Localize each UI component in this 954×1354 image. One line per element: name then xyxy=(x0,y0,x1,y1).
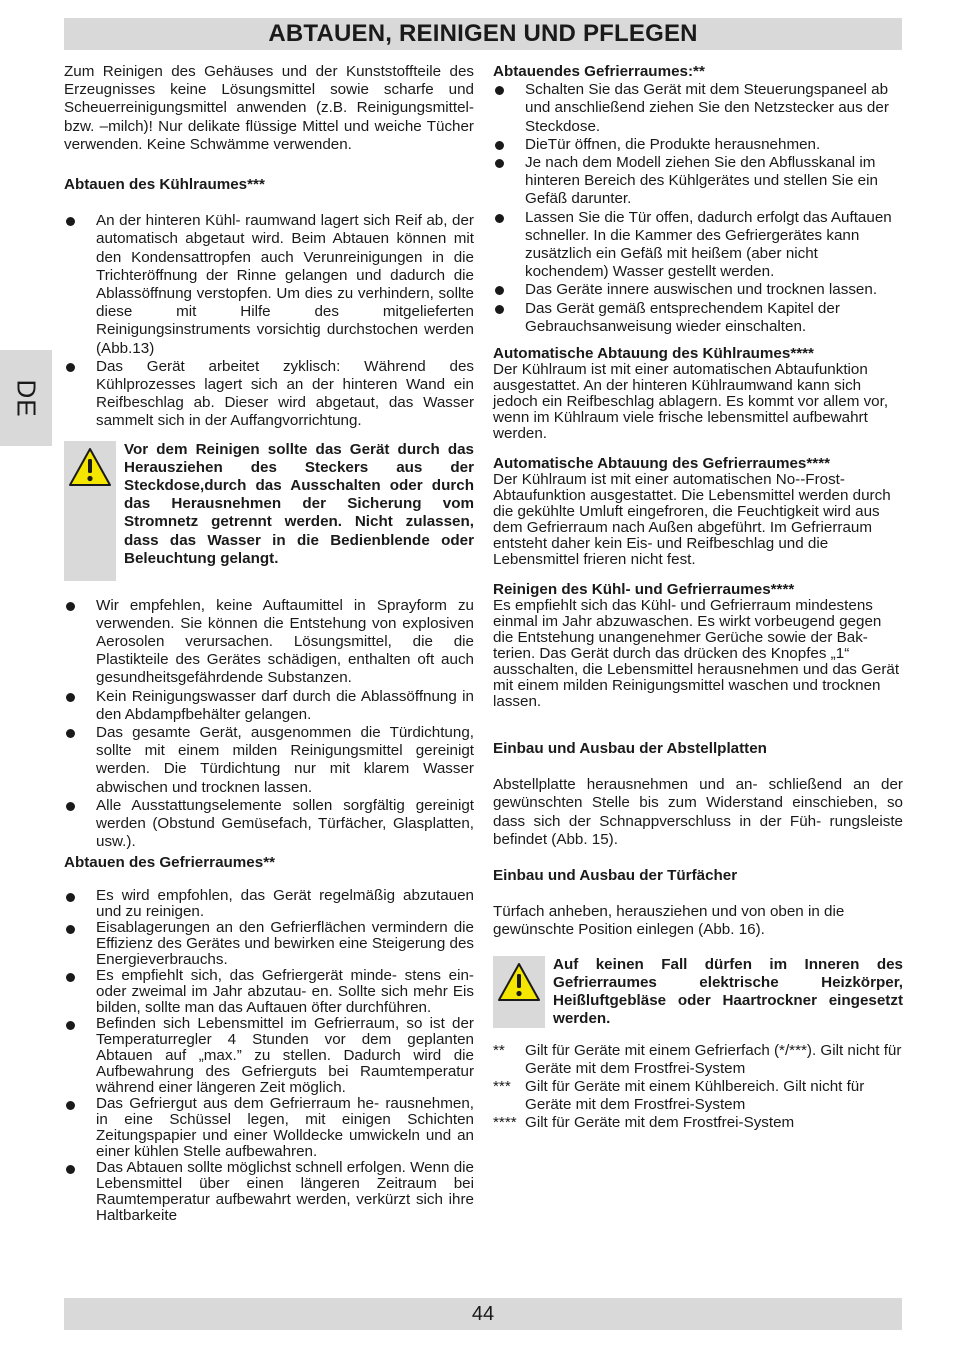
list-item: Lassen Sie die Tür offen, dadurch erfolgt das Auftauen schneller. In die Kammer des Gefriergerätes kann zusätzlich ein Gefäß mit heißem (aber nicht kochendem) Wasser gestellt werden. xyxy=(493,209,903,282)
list-item: Das Geräte innere auswischen und trocknen lassen. xyxy=(493,281,903,299)
heading-abtauen-kuehlraum: Abtauen des Kühlraumes*** xyxy=(64,176,265,194)
warning-box xyxy=(493,956,903,1028)
heading-auto-gefrierraum: Automatische Abtauung des Gefrierraumes**** xyxy=(493,455,831,473)
abstellplatten-paragraph: Abstellplatte herausnehmen und an- schließend an der gewünschten Stelle bis zum Widerstand einschieben, so dass sich der Schnappverschluss in der Füh- rungsleiste befindet (Abb. 15). xyxy=(493,776,903,848)
list-item: An der hinteren Kühl- raumwand lagert sich Reif ab, der automatisch abgetaut wird. Beim Abtauen können mit den Kondensattropfen auch Verunreinigungen in die Trichteröffnung der Rinne gelangen und dadurch die Ablassöffnung verstopfen. Um dies zu verhindern, sollte diese mit Hilfe des mitgelieferten Reinigungsinstruments vorsichtig durchstochen werden (Abb.13) xyxy=(64,212,474,358)
page-title: ABTAUEN, REINIGEN UND PFLEGEN xyxy=(268,20,698,47)
footnote-text: Gilt für Geräte mit dem Frostfrei-System xyxy=(525,1114,795,1132)
warning-icon xyxy=(64,441,116,581)
page-title-bar xyxy=(64,18,902,50)
gefrier-bullet-list xyxy=(64,888,474,1224)
left-column xyxy=(64,63,474,1224)
warning-text: Auf keinen Fall dürfen im Inneren des Gefrierraumes elektrische Heizkörper, Heißluftgebläse oder Haartrockner eingesetzt werden. xyxy=(553,955,903,1028)
footnote-text: Gilt für Geräte mit einem Kühlbereich. Gilt nicht für Geräte mit dem Frostfrei-System xyxy=(525,1078,865,1114)
list-item: Das gesamte Gerät, ausgenommen die Türdichtung, sollte mit einem milden Reinigungsmittel gereinigt werden. Die Türdichtung nur mit klarem Wasser abwischen und trocknen lassen. xyxy=(64,724,474,797)
list-item: Eisablagerungen an den Gefrierflächen vermindern die Effizienz des Gerätes und bewirken eine Steigerung des Energieverbrauchs. xyxy=(64,920,474,968)
warning-box xyxy=(64,441,474,581)
list-item: Das Gefriergut aus dem Gefrierraum he- rausnehmen, in eine Schüssel legen, mit einigen Schichten Zeitungspapier und einer Wolldecke umwickeln und an einer kühlen Stelle aufbewahren. xyxy=(64,1096,474,1160)
list-item: Wir empfehlen, keine Auftaumittel in Sprayform zu verwenden. Sie können die Entstehung von explosiven Aerosolen verursachen. Lösungsmittel, die die Plastikteile des Gerätes schädigen, enthalten oft auch gesundheitsgefährdende Substanzen. xyxy=(64,597,474,688)
tuerfaecher-paragraph: Türfach anheben, herausziehen und von oben in die gewünschte Position einlegen (Abb. 16). xyxy=(493,903,845,939)
care-bullet-list xyxy=(64,597,474,852)
heading-abtauen-gefrierraum: Abtauen des Gefrierraumes** xyxy=(64,853,276,871)
list-item: Das Gerät arbeitet zyklisch: Während des Kühlprozesses lagert sich an der hinteren Wand ein Reifbeschlag ab. Dieser wird abgetaut, das Wasser sammelt sich in der Auffangvorrichtung. xyxy=(64,358,474,431)
heading-abstellplatten: Einbau und Ausbau der Abstellplatten xyxy=(493,740,767,758)
footnote-mark: *** xyxy=(493,1078,511,1096)
intro-paragraph: Zum Reinigen des Gehäuses und der Kunststoffteile des Erzeugnisses keine Lösungsmittel sowie scharfe und Scheuerreinigungsmittel anwenden (z.B. Reinigungsmittel- bzw. –milch)! Nur delikate flüssige Mittel und weiche Tücher verwenden. Keine Schwämme verwenden. xyxy=(64,63,474,153)
list-item: Schalten Sie das Gerät mit dem Steuerungspaneel ab und anschließend ziehen Sie den Netzstecker aus der Steckdose. xyxy=(493,81,903,136)
end-bullet-list xyxy=(493,81,903,336)
warning-text: Vor dem Reinigen sollte das Gerät durch das Herausziehen des Steckers aus der Steckdose,durch das Ausschalten oder durch das Herausnehmen der Sicherung vom Stromnetz getrennt werden. Nicht zulassen, dass das Wasser in die Bedienblende oder Beleuchtung gelangt. xyxy=(124,440,474,567)
list-item: Kein Reinigungswasser darf durch die Ablassöffnung in den Abdampfbehälter gelangen. xyxy=(64,688,474,724)
language-label: DE xyxy=(11,378,42,418)
footnote-text: Gilt für Geräte mit einem Gefrierfach (*/***). Gilt nicht für Geräte mit dem Frostfrei-System xyxy=(525,1041,902,1077)
list-item: Befinden sich Lebensmittel im Gefrierraum, so ist der Temperaturregler 4 Stunden vor dem geplanten Abtauen auf „max.” zu stellen. Dadurch wird die Aufbewahrung des Gefrierguts bei Raumtemperatur während einer längeren Zeit möglich. xyxy=(64,1016,474,1096)
heading-reinigen: Reinigen des Kühl- und Gefrierraumes**** xyxy=(493,581,795,599)
footnote-mark: ** xyxy=(493,1041,505,1059)
language-tab xyxy=(0,350,52,446)
heading-tuerfaecher: Einbau und Ausbau der Türfächer xyxy=(493,867,738,885)
heading-abtauendes-gefrierraum: Abtauendes Gefrierraumes:** xyxy=(493,63,705,80)
page-footer xyxy=(64,1298,902,1330)
list-item: Es empfiehlt sich, das Gefriergerät minde- stens ein- oder zweimal im Jahr abzutau- en. Sollte sich mehr Eis bilden, sollte man das Auftauen öfter durchführen. xyxy=(64,968,474,1016)
kuehl-bullet-list xyxy=(64,212,474,430)
list-item: Das Gerät gemäß entsprechendem Kapitel der Gebrauchsanweisung wieder einschalten. xyxy=(493,300,903,336)
right-column xyxy=(493,63,903,1133)
warning-icon xyxy=(493,956,545,1028)
footnote-mark: **** xyxy=(493,1114,517,1132)
auto-kuehl-paragraph: Der Kühlraum ist mit einer automatischen Abtaufunktion ausgestattet. An der hinteren Kühlraumwand kann sich jedoch ein Reifbeschlag ablagern. Es kommt vor allem vor, wenn im Kühlraum viele frische lebensmittel aufbewahrt werden. xyxy=(493,361,889,443)
footnote xyxy=(493,1078,903,1114)
list-item: DieTür öffnen, die Produkte herausnehmen. xyxy=(493,136,903,154)
footnote xyxy=(493,1114,903,1132)
reinigen-paragraph: Es empfiehlt sich das Kühl- und Gefrierraum mindestens einmal im Jahr abzuwaschen. Es wirkt vorbeugend gegen die Entstehung unangenehmer Gerüche sowie der Bak- terien. Das Gerät durch das drücken des Knopfes „1“ ausschalten, die Lebensmittel herausnehmen und das Gerät mit einem milden Reinigungsmittel waschen und trocknen lassen. xyxy=(493,597,900,711)
footnotes xyxy=(493,1042,903,1133)
list-item: Das Abtauen sollte möglichst schnell erfolgen. Wenn die Lebensmittel über einen längeren Zeitraum bei Raumtemperatur aufbewahrt werden, verkürzt sich ihre Haltbarkeite xyxy=(64,1160,474,1224)
list-item: Alle Ausstattungselemente sollen sorgfältig gereinigt werden (Obstund Gemüsefach, Türfächer, Glasplatten, usw.). xyxy=(64,797,474,852)
footnote xyxy=(493,1042,903,1078)
list-item: Je nach dem Modell ziehen Sie den Abflusskanal im hinteren Bereich des Kühlgerätes und stellen Sie ein Gefäß darunter. xyxy=(493,154,903,209)
list-item: Es wird empfohlen, das Gerät regelmäßig abzutauen und zu reinigen. xyxy=(64,888,474,920)
heading-auto-kuehlraum: Automatische Abtauung des Kühlraumes**** xyxy=(493,345,814,363)
auto-gefrier-paragraph: Der Kühlraum ist mit einer automatischen No--Frost-Abtaufunktion ausgestattet. Die Lebensmittel werden durch die gekühlte Umluft eingefroren, die Feuchtigkeit wird aus dem Gefrierraum nach Außen abgeführt. Im Gefrierraum entsteht daher kein Eis- und Reifbeschlag und die Lebensmittel frieren nicht fest. xyxy=(493,471,891,569)
page-number: 44 xyxy=(471,1302,495,1325)
